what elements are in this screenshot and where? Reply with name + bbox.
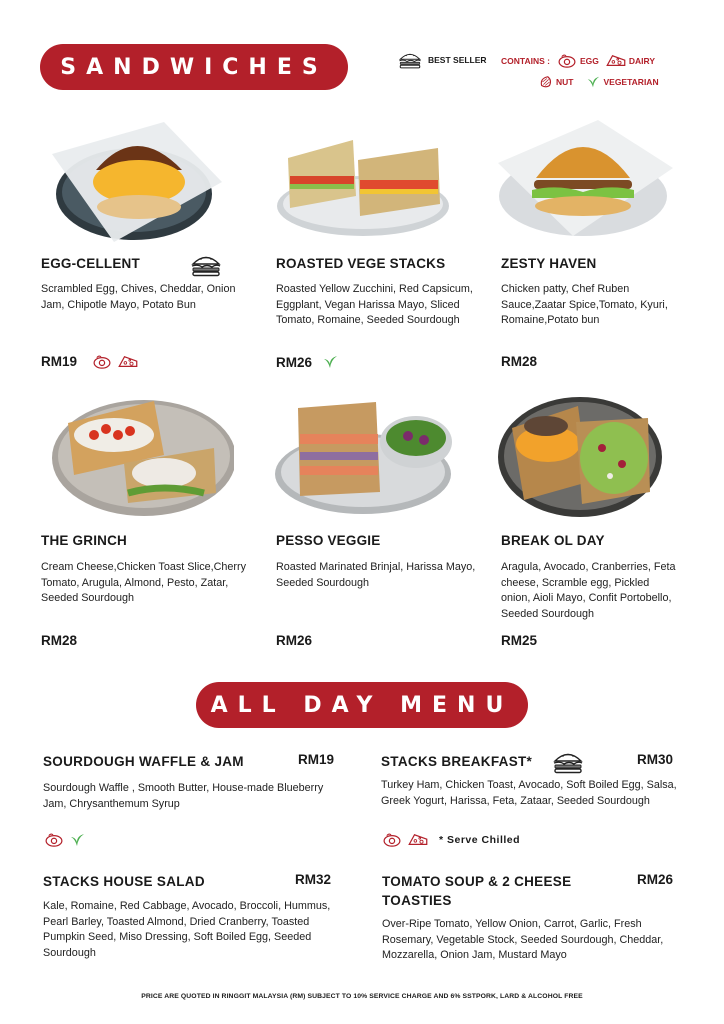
break-ol-day-photo xyxy=(490,392,670,522)
egg-icon xyxy=(91,355,113,369)
dairy-icon xyxy=(407,833,429,847)
stacks-house-salad-price: RM32 xyxy=(295,872,332,887)
legend-row-2 xyxy=(539,75,659,89)
tomato-soup-desc: Over-Ripe Tomato, Yellow Onion, Carrot, Garlic, Fresh Rosemary, Vegetable Stock, Seeded Sourdough, Cheddar, Mozzarella, Onion Jam, Mustard Mayo xyxy=(382,918,664,961)
sourdough-waffle-desc: Sourdough Waffle , Smooth Butter, House-made Blueberry Jam, Chrysanthemum Syrup xyxy=(43,782,324,810)
legend-contains xyxy=(501,54,655,68)
best-seller-icon xyxy=(552,750,584,774)
egg-icon xyxy=(381,833,403,847)
zesty-haven-photo xyxy=(488,108,678,243)
sourdough-waffle-price: RM19 xyxy=(298,752,335,767)
stacks-breakfast-price: RM30 xyxy=(637,752,674,767)
stacks-house-salad-name: STACKS HOUSE SALAD xyxy=(43,874,205,889)
egg-icon xyxy=(556,54,578,68)
sandwiches-section-title: SANDWICHES xyxy=(40,44,348,90)
stacks-breakfast-icons xyxy=(381,833,520,847)
all-day-menu-section-title: ALL DAY MENU xyxy=(196,682,528,728)
dairy-icon xyxy=(117,355,139,369)
break-ol-day-price: RM25 xyxy=(501,633,538,648)
roasted-vege-stacks-price: RM26 xyxy=(276,354,313,370)
stacks-house-salad-desc: Kale, Romaine, Red Cabbage, Avocado, Broccoli, Hummus, Pearl Barley, Toasted Almond, Dried Cranberry, Toasted Pumpkin Seed, Miso Dressing, Soft Boiled Egg, Seeded Sourdough xyxy=(43,900,331,959)
tomato-soup-name: TOMATO SOUP & 2 CHEESE TOASTIES xyxy=(382,874,572,908)
the-grinch-photo xyxy=(44,393,234,518)
sourdough-waffle-icons xyxy=(43,832,85,848)
break-ol-day-name: BREAK OL DAY xyxy=(501,533,605,548)
legend-best-seller xyxy=(397,51,487,69)
the-grinch-desc: Cream Cheese,Chicken Toast Slice,Cherry Tomato, Arugula, Almond, Pesto, Zatar, Seeded Sourdough xyxy=(41,561,247,604)
stacks-breakfast-name: STACKS BREAKFAST* xyxy=(381,754,533,769)
zesty-haven-name: ZESTY HAVEN xyxy=(501,256,597,271)
best-seller-icon xyxy=(190,253,222,277)
tomato-soup-price: RM26 xyxy=(637,872,674,887)
dairy-icon xyxy=(605,54,627,68)
egg-icon xyxy=(43,833,65,847)
legend-contains-label: CONTAINS : xyxy=(501,56,550,66)
pesso-veggie-price: RM26 xyxy=(276,633,313,648)
pesso-veggie-photo xyxy=(268,396,458,520)
pesso-veggie-name: PESSO VEGGIE xyxy=(276,533,381,548)
roasted-vege-stacks-photo xyxy=(268,118,458,240)
zesty-haven-price: RM28 xyxy=(501,354,538,369)
the-grinch-name: THE GRINCH xyxy=(41,533,127,548)
legend-dairy-label: DAIRY xyxy=(628,56,655,66)
roasted-vege-stacks-name: ROASTED VEGE STACKS xyxy=(276,256,446,271)
best-seller-icon xyxy=(397,51,423,69)
pesso-veggie-desc: Roasted Marinated Brinjal, Harissa Mayo, Seeded Sourdough xyxy=(276,561,476,589)
nut-icon xyxy=(539,75,553,89)
serve-chilled-note: * Serve Chilled xyxy=(439,834,521,846)
roasted-vege-stacks-desc: Roasted Yellow Zucchini, Red Capsicum, Eggplant, Vegan Harissa Mayo, Sliced Tomato, Romaine, Seeded Sourdough xyxy=(276,283,473,326)
footer-note: PRICE ARE QUOTED IN RINGGIT MALAYSIA (RM) SUBJECT TO 10% SERVICE CHARGE AND 6% SSTPORK, LARD & ALCOHOL FREE xyxy=(141,993,583,1000)
egg-cellent-photo xyxy=(44,112,224,247)
legend-best-seller-label: BEST SELLER xyxy=(428,55,487,65)
egg-cellent-desc: Scrambled Egg, Chives, Cheddar, Onion Jam, Chipotle Mayo, Potato Bun xyxy=(41,283,236,311)
egg-cellent-price-row xyxy=(41,354,139,369)
the-grinch-price: RM28 xyxy=(41,633,78,648)
egg-cellent-name: EGG-CELLENT xyxy=(41,256,140,271)
legend-nut-label: NUT xyxy=(556,77,574,87)
egg-cellent-price: RM19 xyxy=(41,354,78,369)
legend-egg-label: EGG xyxy=(579,56,599,66)
sourdough-waffle-name: SOURDOUGH WAFFLE & JAM xyxy=(43,754,244,769)
legend-vegetarian-label: VEGETARIAN xyxy=(603,77,659,87)
roasted-vege-stacks-price-row xyxy=(276,354,338,370)
break-ol-day-desc: Aragula, Avocado, Cranberries, Feta cheese, Scramble egg, Pickled onion, Aioli Mayo, Confit Portobello, Seeded Sourdough xyxy=(501,561,676,620)
zesty-haven-desc: Chicken patty, Chef Ruben Sauce,Zaatar Spice,Tomato, Kyuri, Romaine,Potato bun xyxy=(501,283,668,326)
stacks-breakfast-desc: Turkey Ham, Chicken Toast, Avocado, Soft Boiled Egg, Salsa, Greek Yogurt, Harissa, Feta, Zataar, Seeded Sourdough xyxy=(381,779,677,807)
vegetarian-icon xyxy=(69,832,85,848)
vegetarian-icon xyxy=(586,75,600,89)
vegetarian-icon xyxy=(322,354,338,370)
